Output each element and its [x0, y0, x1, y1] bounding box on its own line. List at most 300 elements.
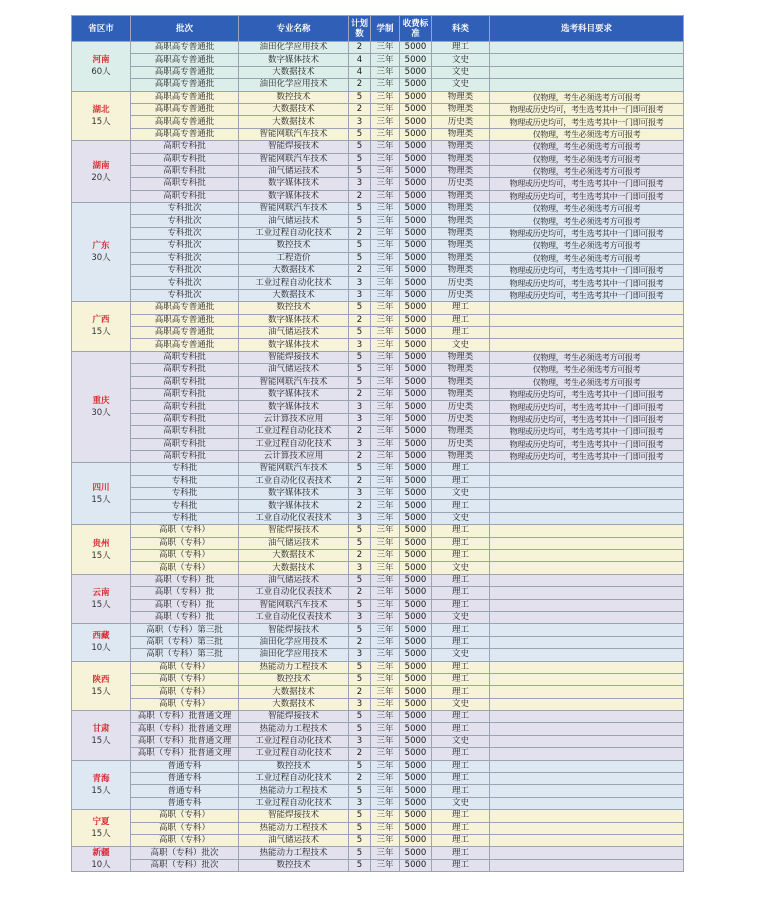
major-cell: 数字媒体技术 [239, 388, 349, 400]
plan-count-cell: 5 [349, 91, 371, 103]
subject-type-cell: 物理类 [432, 153, 490, 165]
subject-type-cell: 物理类 [432, 364, 490, 376]
batch-cell: 专科批次 [131, 252, 239, 264]
duration-cell: 三年 [371, 54, 400, 66]
table-row [72, 686, 684, 698]
plan-count-cell: 5 [349, 599, 371, 611]
fee-cell: 5000 [400, 723, 432, 735]
fee-cell: 5000 [400, 413, 432, 425]
duration-cell: 三年 [371, 475, 400, 487]
province-cell [72, 203, 131, 302]
duration-cell: 三年 [371, 326, 400, 338]
elective-requirement-cell [490, 512, 684, 524]
province-quota: 15人 [91, 327, 111, 338]
province-quota: 10人 [91, 643, 111, 654]
batch-cell: 高职（专科） [131, 822, 239, 834]
table-row [72, 42, 684, 54]
batch-cell: 高职专科批 [131, 413, 239, 425]
subject-type-cell: 历史类 [432, 438, 490, 450]
major-cell: 工业自动化仪表技术 [239, 512, 349, 524]
plan-count-cell: 3 [349, 438, 371, 450]
elective-requirement-cell: 仅物理，考生必须选考方可报考 [490, 215, 684, 227]
plan-count-cell: 2 [349, 748, 371, 760]
table-row [72, 438, 684, 450]
elective-requirement-cell [490, 79, 684, 91]
major-cell: 数控技术 [239, 673, 349, 685]
elective-requirement-cell [490, 723, 684, 735]
plan-count-cell: 5 [349, 153, 371, 165]
elective-requirement-cell: 仅物理，考生必须选考方可报考 [490, 351, 684, 363]
table-row [72, 810, 684, 822]
elective-requirement-cell [490, 562, 684, 574]
major-cell: 工业过程自动化技术 [239, 735, 349, 747]
header-batch: 批次 [131, 16, 239, 42]
plan-count-cell: 5 [349, 624, 371, 636]
major-cell: 智能网联汽车技术 [239, 128, 349, 140]
duration-cell: 三年 [371, 252, 400, 264]
elective-requirement-cell: 仅物理，考生必须选考方可报考 [490, 203, 684, 215]
plan-count-cell: 5 [349, 203, 371, 215]
fee-cell: 5000 [400, 277, 432, 289]
elective-requirement-cell: 仅物理，考生必须选考方可报考 [490, 165, 684, 177]
elective-requirement-cell [490, 326, 684, 338]
fee-cell: 5000 [400, 624, 432, 636]
major-cell: 智能网联汽车技术 [239, 599, 349, 611]
duration-cell: 三年 [371, 79, 400, 91]
table-row [72, 203, 684, 215]
major-cell: 云计算技术应用 [239, 450, 349, 462]
elective-requirement-cell [490, 574, 684, 586]
fee-cell: 5000 [400, 525, 432, 537]
elective-requirement-cell: 仅物理，考生必须选考方可报考 [490, 252, 684, 264]
table-row [72, 103, 684, 115]
plan-count-cell: 5 [349, 165, 371, 177]
province-quota: 15人 [91, 116, 111, 127]
fee-cell: 5000 [400, 810, 432, 822]
table-row [72, 785, 684, 797]
fee-cell: 5000 [400, 364, 432, 376]
table-row [72, 450, 684, 462]
table-row [72, 178, 684, 190]
plan-count-cell: 5 [349, 835, 371, 847]
province-quota: 15人 [91, 550, 111, 561]
plan-count-cell: 3 [349, 611, 371, 623]
plan-count-cell: 3 [349, 289, 371, 301]
fee-cell: 5000 [400, 141, 432, 153]
batch-cell: 高职专科批 [131, 190, 239, 202]
fee-cell: 5000 [400, 116, 432, 128]
table-row [72, 302, 684, 314]
plan-count-cell: 2 [349, 190, 371, 202]
plan-count-cell: 2 [349, 388, 371, 400]
plan-count-cell: 2 [349, 550, 371, 562]
duration-cell: 三年 [371, 822, 400, 834]
subject-type-cell: 物理类 [432, 91, 490, 103]
fee-cell: 5000 [400, 574, 432, 586]
table-row [72, 79, 684, 91]
major-cell: 数字媒体技术 [239, 339, 349, 351]
batch-cell: 高职（专科） [131, 686, 239, 698]
batch-cell: 高职（专科） [131, 698, 239, 710]
province-quota: 60人 [91, 67, 111, 78]
elective-requirement-cell [490, 686, 684, 698]
province-cell [72, 711, 131, 761]
table-row [72, 500, 684, 512]
province-quota: 20人 [91, 172, 111, 183]
plan-count-cell: 5 [349, 302, 371, 314]
fee-cell: 5000 [400, 822, 432, 834]
batch-cell: 高职（专科）批普通文理 [131, 723, 239, 735]
table-row [72, 698, 684, 710]
elective-requirement-cell [490, 835, 684, 847]
subject-type-cell: 理工 [432, 587, 490, 599]
duration-cell: 三年 [371, 698, 400, 710]
subject-type-cell: 理工 [432, 673, 490, 685]
duration-cell: 三年 [371, 587, 400, 599]
duration-cell: 三年 [371, 835, 400, 847]
subject-type-cell: 历史类 [432, 413, 490, 425]
table-row [72, 822, 684, 834]
duration-cell: 三年 [371, 847, 400, 860]
batch-cell: 专科批 [131, 500, 239, 512]
table-row [72, 240, 684, 252]
batch-cell: 高职（专科） [131, 525, 239, 537]
batch-cell: 高职高专普通批 [131, 339, 239, 351]
table-row [72, 599, 684, 611]
fee-cell: 5000 [400, 611, 432, 623]
table-row [72, 525, 684, 537]
table-row [72, 574, 684, 586]
subject-type-cell: 理工 [432, 773, 490, 785]
major-cell: 大数据技术 [239, 686, 349, 698]
duration-cell: 三年 [371, 401, 400, 413]
batch-cell: 专科批次 [131, 215, 239, 227]
plan-count-cell: 3 [349, 116, 371, 128]
fee-cell: 5000 [400, 438, 432, 450]
batch-cell: 专科批 [131, 475, 239, 487]
elective-requirement-cell [490, 636, 684, 648]
major-cell: 大数据技术 [239, 66, 349, 78]
elective-requirement-cell [490, 339, 684, 351]
plan-count-cell: 5 [349, 785, 371, 797]
subject-type-cell: 理工 [432, 661, 490, 673]
fee-cell: 5000 [400, 785, 432, 797]
major-cell: 智能焊接技术 [239, 711, 349, 723]
subject-type-cell: 文史 [432, 512, 490, 524]
province-quota: 15人 [91, 494, 111, 505]
major-cell: 油气储运技术 [239, 215, 349, 227]
elective-requirement-cell [490, 711, 684, 723]
fee-cell: 5000 [400, 426, 432, 438]
subject-type-cell: 物理类 [432, 203, 490, 215]
elective-requirement-cell: 物理或历史均可，考生选考其中一门即可报考 [490, 116, 684, 128]
subject-type-cell: 理工 [432, 624, 490, 636]
major-cell: 智能网联汽车技术 [239, 203, 349, 215]
major-cell: 智能网联汽车技术 [239, 153, 349, 165]
elective-requirement-cell [490, 302, 684, 314]
table-body [72, 42, 684, 872]
batch-cell: 高职（专科）批 [131, 611, 239, 623]
province-name: 广西 [92, 315, 110, 326]
subject-type-cell: 文史 [432, 562, 490, 574]
major-cell: 油气储运技术 [239, 574, 349, 586]
fee-cell: 5000 [400, 252, 432, 264]
fee-cell: 5000 [400, 103, 432, 115]
table-row [72, 227, 684, 239]
plan-count-cell: 5 [349, 252, 371, 264]
elective-requirement-cell: 物理或历史均可，考生选考其中一门即可报考 [490, 450, 684, 462]
batch-cell: 高职（专科）批普通文理 [131, 711, 239, 723]
fee-cell: 5000 [400, 215, 432, 227]
duration-cell: 三年 [371, 364, 400, 376]
table-row [72, 859, 684, 872]
duration-cell: 三年 [371, 376, 400, 388]
table-row [72, 277, 684, 289]
batch-cell: 专科批 [131, 512, 239, 524]
major-cell: 工业过程自动化技术 [239, 277, 349, 289]
major-cell: 数字媒体技术 [239, 488, 349, 500]
table-row [72, 190, 684, 202]
duration-cell: 三年 [371, 128, 400, 140]
fee-cell: 5000 [400, 673, 432, 685]
fee-cell: 5000 [400, 265, 432, 277]
table-row [72, 835, 684, 847]
province-cell [72, 302, 131, 352]
elective-requirement-cell [490, 475, 684, 487]
duration-cell: 三年 [371, 488, 400, 500]
major-cell: 大数据技术 [239, 103, 349, 115]
duration-cell: 三年 [371, 810, 400, 822]
table-row [72, 611, 684, 623]
batch-cell: 高职高专普通批 [131, 326, 239, 338]
fee-cell: 5000 [400, 66, 432, 78]
province-name: 陕西 [92, 674, 110, 685]
subject-type-cell: 理工 [432, 500, 490, 512]
elective-requirement-cell [490, 611, 684, 623]
batch-cell: 专科批次 [131, 289, 239, 301]
plan-count-cell: 5 [349, 376, 371, 388]
elective-requirement-cell [490, 673, 684, 685]
duration-cell: 三年 [371, 289, 400, 301]
province-quota: 15人 [91, 736, 111, 747]
subject-type-cell: 物理类 [432, 165, 490, 177]
fee-cell: 5000 [400, 587, 432, 599]
subject-type-cell: 物理类 [432, 388, 490, 400]
plan-count-cell: 2 [349, 587, 371, 599]
batch-cell: 高职专科批 [131, 388, 239, 400]
duration-cell: 三年 [371, 525, 400, 537]
major-cell: 油田化学应用技术 [239, 649, 349, 661]
major-cell: 工业过程自动化技术 [239, 773, 349, 785]
major-cell: 数控技术 [239, 240, 349, 252]
plan-count-cell: 3 [349, 562, 371, 574]
batch-cell: 高职高专普通批 [131, 128, 239, 140]
fee-cell: 5000 [400, 773, 432, 785]
elective-requirement-cell [490, 810, 684, 822]
subject-type-cell: 物理类 [432, 252, 490, 264]
batch-cell: 高职高专普通批 [131, 314, 239, 326]
fee-cell: 5000 [400, 42, 432, 54]
subject-type-cell: 理工 [432, 636, 490, 648]
major-cell: 数字媒体技术 [239, 314, 349, 326]
elective-requirement-cell: 物理或历史均可，考生选考其中一门即可报考 [490, 438, 684, 450]
plan-count-cell: 5 [349, 240, 371, 252]
province-quota: 15人 [91, 600, 111, 611]
duration-cell: 三年 [371, 574, 400, 586]
plan-count-cell: 5 [349, 141, 371, 153]
major-cell: 油气储运技术 [239, 835, 349, 847]
subject-type-cell: 物理类 [432, 450, 490, 462]
subject-type-cell: 物理类 [432, 376, 490, 388]
duration-cell: 三年 [371, 153, 400, 165]
subject-type-cell: 理工 [432, 822, 490, 834]
major-cell: 大数据技术 [239, 116, 349, 128]
elective-requirement-cell: 仅物理，考生必须选考方可报考 [490, 364, 684, 376]
duration-cell: 三年 [371, 42, 400, 54]
table-row [72, 550, 684, 562]
plan-count-cell: 2 [349, 103, 371, 115]
plan-count-cell: 3 [349, 339, 371, 351]
major-cell: 数字媒体技术 [239, 54, 349, 66]
plan-count-cell: 2 [349, 636, 371, 648]
duration-cell: 三年 [371, 760, 400, 772]
duration-cell: 三年 [371, 686, 400, 698]
table-row [72, 711, 684, 723]
province-name: 云南 [92, 588, 110, 599]
plan-count-cell: 5 [349, 760, 371, 772]
plan-count-cell: 3 [349, 649, 371, 661]
header-duration: 学制 [371, 16, 400, 42]
subject-type-cell: 物理类 [432, 128, 490, 140]
table-row [72, 649, 684, 661]
duration-cell: 三年 [371, 661, 400, 673]
plan-count-cell: 5 [349, 711, 371, 723]
plan-count-cell: 3 [349, 698, 371, 710]
duration-cell: 三年 [371, 748, 400, 760]
enrollment-plan-table-container [71, 15, 683, 872]
major-cell: 热能动力工程技术 [239, 847, 349, 860]
major-cell: 数控技术 [239, 91, 349, 103]
batch-cell: 高职（专科） [131, 537, 239, 549]
province-quota: 15人 [91, 785, 111, 796]
plan-count-cell: 2 [349, 450, 371, 462]
elective-requirement-cell: 仅物理，考生必须选考方可报考 [490, 128, 684, 140]
subject-type-cell: 物理类 [432, 215, 490, 227]
major-cell: 智能焊接技术 [239, 810, 349, 822]
subject-type-cell: 理工 [432, 810, 490, 822]
batch-cell: 高职高专普通批 [131, 116, 239, 128]
province-name: 贵州 [92, 538, 110, 549]
fee-cell: 5000 [400, 289, 432, 301]
duration-cell: 三年 [371, 438, 400, 450]
fee-cell: 5000 [400, 661, 432, 673]
header-province: 省区市 [72, 16, 131, 42]
plan-count-cell: 2 [349, 500, 371, 512]
elective-requirement-cell: 物理或历史均可，考生选考其中一门即可报考 [490, 388, 684, 400]
subject-type-cell: 理工 [432, 326, 490, 338]
subject-type-cell: 文史 [432, 735, 490, 747]
batch-cell: 专科批次 [131, 265, 239, 277]
subject-type-cell: 物理类 [432, 240, 490, 252]
batch-cell: 专科批次 [131, 277, 239, 289]
batch-cell: 高职（专科）第三批 [131, 649, 239, 661]
batch-cell: 高职（专科）批普通文理 [131, 735, 239, 747]
duration-cell: 三年 [371, 116, 400, 128]
fee-cell: 5000 [400, 537, 432, 549]
major-cell: 数控技术 [239, 760, 349, 772]
major-cell: 工业自动化仪表技术 [239, 475, 349, 487]
batch-cell: 高职专科批 [131, 351, 239, 363]
duration-cell: 三年 [371, 66, 400, 78]
elective-requirement-cell [490, 587, 684, 599]
fee-cell: 5000 [400, 190, 432, 202]
province-cell [72, 141, 131, 203]
batch-cell: 高职高专普通批 [131, 79, 239, 91]
elective-requirement-cell [490, 797, 684, 809]
elective-requirement-cell [490, 785, 684, 797]
plan-count-cell: 5 [349, 661, 371, 673]
fee-cell: 5000 [400, 351, 432, 363]
batch-cell: 专科批 [131, 488, 239, 500]
batch-cell: 高职专科批 [131, 438, 239, 450]
duration-cell: 三年 [371, 265, 400, 277]
batch-cell: 高职（专科）批 [131, 574, 239, 586]
batch-cell: 高职专科批 [131, 450, 239, 462]
elective-requirement-cell: 物理或历史均可，考生选考其中一门即可报考 [490, 413, 684, 425]
table-row [72, 401, 684, 413]
subject-type-cell: 理工 [432, 599, 490, 611]
plan-count-cell: 3 [349, 277, 371, 289]
header-fee: 收费标准 [400, 16, 432, 42]
province-cell [72, 847, 131, 872]
table-row [72, 512, 684, 524]
subject-type-cell: 文史 [432, 339, 490, 351]
plan-count-cell: 5 [349, 537, 371, 549]
table-row [72, 66, 684, 78]
duration-cell: 三年 [371, 611, 400, 623]
batch-cell: 高职（专科）批次 [131, 859, 239, 872]
table-row [72, 165, 684, 177]
table-row [72, 673, 684, 685]
subject-type-cell: 理工 [432, 723, 490, 735]
fee-cell: 5000 [400, 599, 432, 611]
elective-requirement-cell [490, 773, 684, 785]
major-cell: 数控技术 [239, 859, 349, 872]
plan-count-cell: 3 [349, 797, 371, 809]
subject-type-cell: 理工 [432, 686, 490, 698]
province-cell [72, 351, 131, 463]
major-cell: 数字媒体技术 [239, 401, 349, 413]
major-cell: 数字媒体技术 [239, 178, 349, 190]
subject-type-cell: 理工 [432, 537, 490, 549]
elective-requirement-cell: 仅物理，考生必须选考方可报考 [490, 240, 684, 252]
plan-count-cell: 5 [349, 128, 371, 140]
fee-cell: 5000 [400, 760, 432, 772]
table-row [72, 748, 684, 760]
elective-requirement-cell: 物理或历史均可，考生选考其中一门即可报考 [490, 227, 684, 239]
elective-requirement-cell [490, 735, 684, 747]
subject-type-cell: 文史 [432, 611, 490, 623]
batch-cell: 高职高专普通批 [131, 66, 239, 78]
table-row [72, 463, 684, 475]
duration-cell: 三年 [371, 203, 400, 215]
province-cell [72, 463, 131, 525]
batch-cell: 高职高专普通批 [131, 42, 239, 54]
batch-cell: 高职专科批 [131, 153, 239, 165]
province-name: 广东 [92, 241, 110, 252]
table-row [72, 265, 684, 277]
batch-cell: 专科批次 [131, 227, 239, 239]
